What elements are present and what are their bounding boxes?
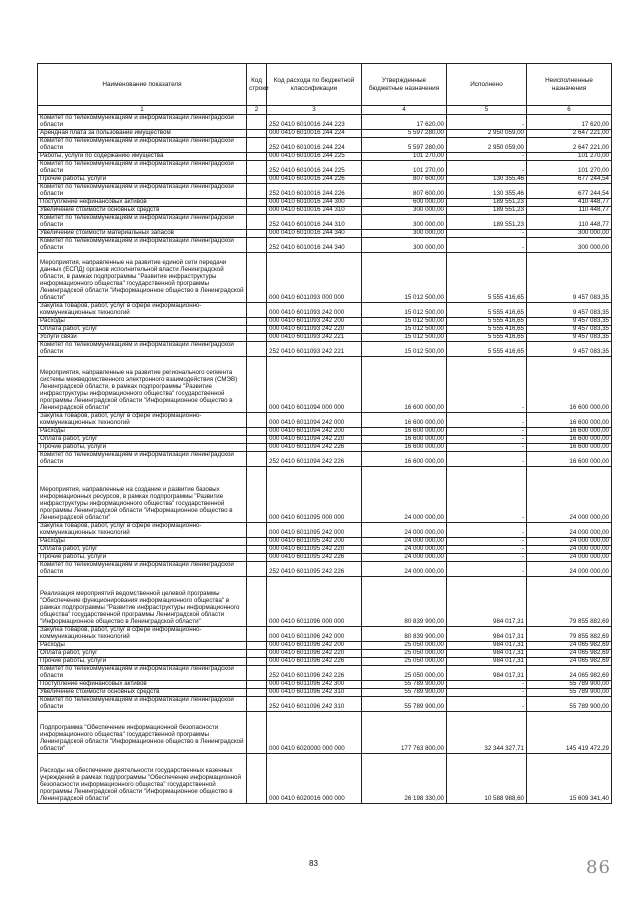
row-budget-code: 000 0410 6011096 242 200 <box>267 642 362 650</box>
row-line-code <box>247 681 267 689</box>
row-approved: 55 789 900,00 <box>362 697 447 712</box>
row-approved: 24 000 000,00 <box>362 523 447 538</box>
row-unexecuted: 24 000 000,00 <box>527 523 612 538</box>
row-executed: - <box>447 357 527 413</box>
row-budget-code: 000 0410 6010016 244 340 <box>267 230 362 238</box>
row-budget-code: 252 0410 6011094 242 226 <box>267 452 362 467</box>
row-name: Мероприятия, направленные на создание и развитие базовых информационных ресурсов, в рамках подпрограммы "Развитие инфраструктуры информационного общества" государственной программы Ленинградской области "Информационное общество в Ленинградской области" <box>38 467 247 523</box>
row-unexecuted: 101 270,00 <box>527 153 612 161</box>
row-budget-code: 252 0410 6010016 244 340 <box>267 238 362 253</box>
row-executed: - <box>447 436 527 444</box>
row-line-code <box>247 334 267 342</box>
row-budget-code: 000 0410 6010016 244 300 <box>267 199 362 207</box>
row-unexecuted: 16 600 000,00 <box>527 357 612 413</box>
row-executed: - <box>447 153 527 161</box>
row-budget-code: 252 0410 6011096 242 226 <box>267 666 362 681</box>
row-budget-code: 000 0410 6010016 244 224 <box>267 130 362 138</box>
row-name: Комитет по телекоммуникациям и информатизации Ленинградской области <box>38 342 247 357</box>
row-line-code <box>247 627 267 642</box>
row-unexecuted: 55 789 900,00 <box>527 681 612 689</box>
table-row <box>38 253 612 303</box>
row-unexecuted: 9 457 083,35 <box>527 253 612 303</box>
row-line-code <box>247 658 267 666</box>
table-row <box>38 562 612 577</box>
row-budget-code: 252 0410 6010016 244 226 <box>267 184 362 199</box>
row-unexecuted: 110 448,77 <box>527 207 612 215</box>
row-budget-code: 000 0410 6011096 242 220 <box>267 650 362 658</box>
row-approved: 24 000 000,00 <box>362 538 447 546</box>
table-row <box>38 413 612 428</box>
row-executed: - <box>447 230 527 238</box>
row-budget-code: 000 0410 6011096 242 226 <box>267 658 362 666</box>
row-approved: 300 000,00 <box>362 238 447 253</box>
row-approved: 15 012 500,00 <box>362 334 447 342</box>
row-unexecuted: 55 789 900,00 <box>527 689 612 697</box>
row-name: Комитет по телекоммуникациям и информатизации Ленинградской области <box>38 562 247 577</box>
row-line-code <box>247 554 267 562</box>
row-unexecuted: 24 065 982,69 <box>527 666 612 681</box>
row-name: Прочие работы, услуги <box>38 444 247 452</box>
row-unexecuted: 677 244,54 <box>527 184 612 199</box>
table-header-row <box>38 64 612 106</box>
row-name: Расходы <box>38 318 247 326</box>
row-line-code <box>247 436 267 444</box>
row-executed: 189 551,23 <box>447 207 527 215</box>
row-budget-code: 000 0410 6011095 242 200 <box>267 538 362 546</box>
row-approved: 300 000,00 <box>362 207 447 215</box>
row-name: Закупка товаров, работ, услуг в сфере информационно-коммуникационных технологий <box>38 627 247 642</box>
row-line-code <box>247 642 267 650</box>
table-row <box>38 577 612 627</box>
row-executed: - <box>447 444 527 452</box>
table-row <box>38 452 612 467</box>
row-budget-code: 000 0410 6011095 242 000 <box>267 523 362 538</box>
row-name: Комитет по телекоммуникациям и информатизации Ленинградской области <box>38 238 247 253</box>
row-executed: 5 555 416,65 <box>447 334 527 342</box>
row-budget-code: 000 0410 6011093 242 000 <box>267 303 362 318</box>
row-executed: - <box>447 697 527 712</box>
row-name: Расходы <box>38 642 247 650</box>
row-line-code <box>247 253 267 303</box>
row-name: Оплата работ, услуг <box>38 436 247 444</box>
row-budget-code: 000 0410 6011094 242 220 <box>267 436 362 444</box>
row-line-code <box>247 161 267 176</box>
row-budget-code: 000 0410 6011093 242 221 <box>267 334 362 342</box>
row-approved: 15 012 500,00 <box>362 253 447 303</box>
row-executed: 5 555 416,65 <box>447 303 527 318</box>
row-unexecuted: 9 457 083,35 <box>527 334 612 342</box>
row-executed: 2 950 059,00 <box>447 130 527 138</box>
row-line-code <box>247 153 267 161</box>
row-name: Комитет по телекоммуникациям и информатизации Ленинградской области <box>38 215 247 230</box>
row-budget-code: 000 0410 6010016 244 226 <box>267 176 362 184</box>
row-unexecuted: 9 457 083,35 <box>527 326 612 334</box>
row-name: Комитет по телекоммуникациям и информатизации Ленинградской области <box>38 697 247 712</box>
row-budget-code: 000 0410 6011095 000 000 <box>267 467 362 523</box>
row-executed: 189 551,23 <box>447 199 527 207</box>
header-unexecuted: Неисполненные назначения <box>527 64 612 106</box>
row-line-code <box>247 357 267 413</box>
row-line-code <box>247 199 267 207</box>
row-budget-code: 000 0410 6011093 242 200 <box>267 318 362 326</box>
row-name: Прочие работы, услуги <box>38 554 247 562</box>
row-line-code <box>247 697 267 712</box>
row-executed: 2 950 059,00 <box>447 138 527 153</box>
row-line-code <box>247 562 267 577</box>
table-row <box>38 115 612 130</box>
row-name: Закупка товаров, работ, услуг в сфере информационно-коммуникационных технологий <box>38 523 247 538</box>
row-executed: - <box>447 428 527 436</box>
row-line-code <box>247 184 267 199</box>
row-executed: - <box>447 452 527 467</box>
row-approved: 26 198 330,00 <box>362 754 447 804</box>
row-approved: 16 600 000,00 <box>362 357 447 413</box>
row-unexecuted: 145 419 472,29 <box>527 712 612 754</box>
row-unexecuted: 410 448,77 <box>527 199 612 207</box>
row-approved: 25 050 000,00 <box>362 650 447 658</box>
row-executed: - <box>447 467 527 523</box>
row-unexecuted: 110 448,77 <box>527 215 612 230</box>
row-name: Прочие работы, услуги <box>38 658 247 666</box>
row-executed: - <box>447 161 527 176</box>
row-executed: 5 555 416,65 <box>447 326 527 334</box>
row-name: Поступление нефинансовых активов <box>38 199 247 207</box>
row-executed: 5 555 416,65 <box>447 342 527 357</box>
row-unexecuted: 24 065 982,69 <box>527 658 612 666</box>
header-name: Наименование показателя <box>38 64 247 106</box>
row-budget-code: 252 0410 6010016 244 225 <box>267 161 362 176</box>
row-name: Работы, услуги по содержанию имущества <box>38 153 247 161</box>
row-unexecuted: 300 000,00 <box>527 238 612 253</box>
row-executed: 984 017,31 <box>447 577 527 627</box>
row-executed: - <box>447 413 527 428</box>
row-name: Прочие работы, услуги <box>38 176 247 184</box>
row-name: Арендная плата за пользование имуществом <box>38 130 247 138</box>
row-executed: - <box>447 546 527 554</box>
column-number: 3 <box>267 106 362 115</box>
row-name: Закупка товаров, работ, услуг в сфере информационно-коммуникационных технологий <box>38 413 247 428</box>
row-approved: 16 600 000,00 <box>362 413 447 428</box>
table-row <box>38 666 612 681</box>
table-row <box>38 184 612 199</box>
row-budget-code: 252 0410 6011096 242 310 <box>267 697 362 712</box>
row-line-code <box>247 577 267 627</box>
row-approved: 24 000 000,00 <box>362 467 447 523</box>
row-executed: - <box>447 238 527 253</box>
row-name: Мероприятия, направленные на развитие единой сети передачи данных (ЕСПД) органов исполнительной власти Ленинградской области, в рамках подпрограммы "Развитие инфраструктуры информационного общества" государственной программы Ленинградской области "Информационное общество в Ленинградской области" <box>38 253 247 303</box>
row-unexecuted: 16 600 000,00 <box>527 413 612 428</box>
row-executed: - <box>447 562 527 577</box>
row-approved: 80 839 900,00 <box>362 577 447 627</box>
row-line-code <box>247 318 267 326</box>
row-approved: 25 050 000,00 <box>362 666 447 681</box>
row-budget-code: 000 0410 6011095 242 220 <box>267 546 362 554</box>
row-unexecuted: 2 647 221,00 <box>527 138 612 153</box>
row-executed: - <box>447 538 527 546</box>
row-unexecuted: 17 620,00 <box>527 115 612 130</box>
row-line-code <box>247 452 267 467</box>
row-line-code <box>247 712 267 754</box>
row-line-code <box>247 538 267 546</box>
row-unexecuted: 24 000 000,00 <box>527 554 612 562</box>
row-budget-code: 000 0410 6011094 000 000 <box>267 357 362 413</box>
row-unexecuted: 9 457 083,35 <box>527 342 612 357</box>
row-budget-code: 000 0410 6020000 000 000 <box>267 712 362 754</box>
row-executed: 984 017,31 <box>447 627 527 642</box>
row-approved: 15 012 500,00 <box>362 326 447 334</box>
row-name: Комитет по телекоммуникациям и информатизации Ленинградской области <box>38 452 247 467</box>
row-approved: 5 597 280,00 <box>362 130 447 138</box>
row-approved: 15 012 500,00 <box>362 342 447 357</box>
row-unexecuted: 16 600 000,00 <box>527 452 612 467</box>
table-row <box>38 215 612 230</box>
header-budget-code: Код расхода по бюджетной классификации <box>267 64 362 106</box>
row-unexecuted: 24 000 000,00 <box>527 562 612 577</box>
table-row <box>38 161 612 176</box>
table-body <box>38 115 612 804</box>
header-line-code: Код строки <box>247 64 267 106</box>
row-approved: 177 763 800,00 <box>362 712 447 754</box>
row-unexecuted: 24 065 982,69 <box>527 650 612 658</box>
header-approved: Утвержденные бюджетные назначения <box>362 64 447 106</box>
row-budget-code: 000 0410 6011094 242 226 <box>267 444 362 452</box>
row-budget-code: 000 0410 6011093 000 000 <box>267 253 362 303</box>
row-budget-code: 000 0410 6011094 242 000 <box>267 413 362 428</box>
column-number: 4 <box>362 106 447 115</box>
row-line-code <box>247 230 267 238</box>
row-approved: 101 270,00 <box>362 153 447 161</box>
row-approved: 101 270,00 <box>362 161 447 176</box>
row-line-code <box>247 666 267 681</box>
row-executed: 984 017,31 <box>447 650 527 658</box>
row-budget-code: 252 0410 6011095 242 226 <box>267 562 362 577</box>
row-line-code <box>247 238 267 253</box>
row-approved: 80 839 900,00 <box>362 627 447 642</box>
row-line-code <box>247 650 267 658</box>
row-line-code <box>247 115 267 130</box>
row-approved: 15 012 500,00 <box>362 303 447 318</box>
row-approved: 807 600,00 <box>362 176 447 184</box>
row-budget-code: 000 0410 6011096 242 310 <box>267 689 362 697</box>
column-number: 5 <box>447 106 527 115</box>
row-unexecuted: 300 000,00 <box>527 230 612 238</box>
row-budget-code: 000 0410 6011096 242 300 <box>267 681 362 689</box>
row-approved: 300 000,00 <box>362 215 447 230</box>
row-name: Мероприятия, направленные на развитие регионального сегмента системы межведомственного электронного взаимодействия (СМЭВ) Ленинградской области, в рамках подпрограммы "Развитие инфраструктуры информационного общества" государственной программы Ленинградской области "Информационное общество в Ленинградской области" <box>38 357 247 413</box>
row-unexecuted: 9 457 083,35 <box>527 318 612 326</box>
row-line-code <box>247 428 267 436</box>
row-executed: - <box>447 523 527 538</box>
row-approved: 15 012 500,00 <box>362 318 447 326</box>
row-budget-code: 000 0410 6010016 244 225 <box>267 153 362 161</box>
row-approved: 24 000 000,00 <box>362 554 447 562</box>
row-executed: - <box>447 115 527 130</box>
row-executed: 5 555 416,65 <box>447 253 527 303</box>
row-executed: 130 355,46 <box>447 184 527 199</box>
column-number: 1 <box>38 106 247 115</box>
budget-execution-table <box>37 63 612 804</box>
row-approved: 600 000,00 <box>362 199 447 207</box>
row-line-code <box>247 138 267 153</box>
row-approved: 24 000 000,00 <box>362 562 447 577</box>
row-executed: 10 588 988,60 <box>447 754 527 804</box>
row-unexecuted: 16 600 000,00 <box>527 444 612 452</box>
row-line-code <box>247 303 267 318</box>
row-line-code <box>247 326 267 334</box>
row-line-code <box>247 413 267 428</box>
row-approved: 55 789 900,00 <box>362 689 447 697</box>
row-unexecuted: 24 065 982,69 <box>527 642 612 650</box>
handwritten-page-number: 86 <box>586 857 611 878</box>
row-budget-code: 000 0410 6010016 244 310 <box>267 207 362 215</box>
row-unexecuted: 79 855 882,69 <box>527 577 612 627</box>
row-executed: 984 017,31 <box>447 658 527 666</box>
row-approved: 16 600 000,00 <box>362 436 447 444</box>
row-line-code <box>247 176 267 184</box>
column-number: 6 <box>527 106 612 115</box>
row-approved: 17 620,00 <box>362 115 447 130</box>
row-approved: 807 600,00 <box>362 184 447 199</box>
row-approved: 300 000,00 <box>362 230 447 238</box>
row-name: Расходы <box>38 538 247 546</box>
table-row <box>38 238 612 253</box>
row-unexecuted: 2 647 221,00 <box>527 130 612 138</box>
row-line-code <box>247 215 267 230</box>
table-row <box>38 697 612 712</box>
row-approved: 16 600 000,00 <box>362 444 447 452</box>
row-name: Подпрограмма "Обеспечение информационной безопасности информационного общества" государственной программы Ленинградской области "Информационное общество в Ленинградской области" <box>38 712 247 754</box>
row-name: Реализация мероприятий ведомственной целевой программы "Обеспечение функционирования информационного общества" в рамках подпрограммы "Развитие инфраструктуры информационного общества" государственной программы Ленинградской области "Информационное общество в Ленинградской области" <box>38 577 247 627</box>
row-budget-code: 252 0410 6010016 244 310 <box>267 215 362 230</box>
row-unexecuted: 677 244,54 <box>527 176 612 184</box>
row-budget-code: 000 0410 6011096 242 000 <box>267 627 362 642</box>
row-unexecuted: 15 609 341,40 <box>527 754 612 804</box>
row-unexecuted: 24 000 000,00 <box>527 538 612 546</box>
row-unexecuted: 24 000 000,00 <box>527 467 612 523</box>
row-unexecuted: 16 600 000,00 <box>527 436 612 444</box>
table-row <box>38 712 612 754</box>
row-unexecuted: 79 855 882,69 <box>527 627 612 642</box>
row-line-code <box>247 342 267 357</box>
table-row <box>38 357 612 413</box>
row-executed: 189 551,23 <box>447 215 527 230</box>
row-unexecuted: 101 270,00 <box>527 161 612 176</box>
header-executed: Исполнено <box>447 64 527 106</box>
table-row <box>38 342 612 357</box>
row-name: Комитет по телекоммуникациям и информатизации Ленинградской области <box>38 184 247 199</box>
row-line-code <box>247 754 267 804</box>
row-approved: 25 050 000,00 <box>362 658 447 666</box>
row-line-code <box>247 546 267 554</box>
row-approved: 16 600 000,00 <box>362 452 447 467</box>
row-name: Поступление нефинансовых активов <box>38 681 247 689</box>
row-name: Увеличение стоимости основных средств <box>38 689 247 697</box>
row-executed: - <box>447 681 527 689</box>
row-executed: 984 017,31 <box>447 666 527 681</box>
row-approved: 55 789 900,00 <box>362 681 447 689</box>
row-executed: 984 017,31 <box>447 642 527 650</box>
row-budget-code: 000 0410 6011095 242 226 <box>267 554 362 562</box>
row-name: Оплата работ, услуг <box>38 546 247 554</box>
row-unexecuted: 55 789 900,00 <box>527 697 612 712</box>
table-row <box>38 523 612 538</box>
row-name: Услуги связи <box>38 334 247 342</box>
table-row <box>38 138 612 153</box>
row-approved: 16 600 000,00 <box>362 428 447 436</box>
column-number: 2 <box>247 106 267 115</box>
row-unexecuted: 16 600 000,00 <box>527 428 612 436</box>
table-row <box>38 627 612 642</box>
row-budget-code: 252 0410 6010016 244 224 <box>267 138 362 153</box>
row-name: Оплата работ, услуг <box>38 326 247 334</box>
row-name: Комитет по телекоммуникациям и информатизации Ленинградской области <box>38 161 247 176</box>
row-line-code <box>247 207 267 215</box>
row-line-code <box>247 444 267 452</box>
row-name: Увеличение стоимости материальных запасов <box>38 230 247 238</box>
row-executed: - <box>447 554 527 562</box>
row-budget-code: 000 0410 6011096 000 000 <box>267 577 362 627</box>
row-name: Расходы на обеспечение деятельности государственных казенных учреждений в рамках подпрограммы "Обеспечение информационной безопасности информационного общества" государственной программы Ленинградской области "Информационное общество в Ленинградской области" <box>38 754 247 804</box>
row-name: Увеличение стоимости основных средств <box>38 207 247 215</box>
row-executed: 32 344 327,71 <box>447 712 527 754</box>
row-budget-code: 000 0410 6011094 242 200 <box>267 428 362 436</box>
table-row <box>38 754 612 804</box>
row-line-code <box>247 523 267 538</box>
row-name: Расходы <box>38 428 247 436</box>
row-executed: 130 355,46 <box>447 176 527 184</box>
row-executed: 5 555 416,65 <box>447 318 527 326</box>
row-name: Закупка товаров, работ, услуг в сфере информационно-коммуникационных технологий <box>38 303 247 318</box>
row-name: Оплата работ, услуг <box>38 650 247 658</box>
row-line-code <box>247 467 267 523</box>
row-line-code <box>247 130 267 138</box>
row-approved: 25 050 000,00 <box>362 642 447 650</box>
row-approved: 24 000 000,00 <box>362 546 447 554</box>
row-name: Комитет по телекоммуникациям и информатизации Ленинградской области <box>38 138 247 153</box>
table-row <box>38 467 612 523</box>
row-budget-code: 252 0410 6011093 242 221 <box>267 342 362 357</box>
row-name: Комитет по телекоммуникациям и информатизации Ленинградской области <box>38 666 247 681</box>
row-executed: - <box>447 689 527 697</box>
row-budget-code: 000 0410 6011093 242 220 <box>267 326 362 334</box>
row-budget-code: 252 0410 6010016 244 223 <box>267 115 362 130</box>
row-budget-code: 000 0410 6020016 000 000 <box>267 754 362 804</box>
row-line-code <box>247 689 267 697</box>
row-approved: 5 597 280,00 <box>362 138 447 153</box>
row-unexecuted: 9 457 083,35 <box>527 303 612 318</box>
row-name: Комитет по телекоммуникациям и информатизации Ленинградской области <box>38 115 247 130</box>
page-number: 83 <box>309 859 318 868</box>
row-unexecuted: 24 000 000,00 <box>527 546 612 554</box>
table-row <box>38 303 612 318</box>
